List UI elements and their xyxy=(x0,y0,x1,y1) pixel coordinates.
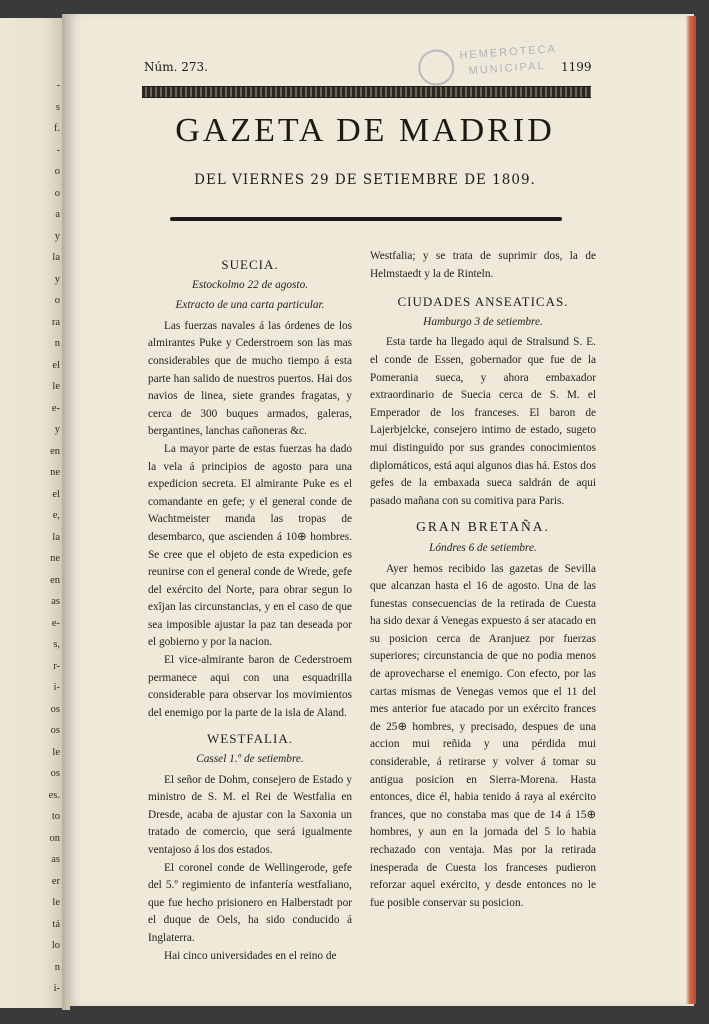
left-page-fragment: e, xyxy=(52,510,60,522)
left-page-fragment: n xyxy=(54,338,60,350)
section-heading-westfalia: WESTFALIA. xyxy=(207,731,293,747)
dateline-londres: Lóndres 6 de setiembre. xyxy=(429,541,537,554)
left-page-fragment: le xyxy=(52,381,60,393)
left-page-fragment: tá xyxy=(52,918,60,930)
left-page-fragment: la xyxy=(52,252,60,264)
left-page-fragment: to xyxy=(51,811,60,823)
left-page-fragment: en xyxy=(50,574,60,586)
left-page-fragment: o xyxy=(54,166,60,178)
left-page-fragment: o xyxy=(54,295,60,307)
paragraph: Hai cinco universidades en el reino de xyxy=(164,949,337,962)
left-page-fragment: f. xyxy=(53,123,60,135)
left-page-fragment: la xyxy=(52,531,60,543)
left-page-fragment: s, xyxy=(53,639,60,651)
left-page-fragment: le xyxy=(52,746,60,758)
continuation-paragraph: Westfalia; y se trata de suprimir dos, la de Helmstaedt y la de Rinteln. xyxy=(370,250,596,280)
ornamental-rule xyxy=(142,86,591,98)
left-page-fragment: ne xyxy=(50,467,60,479)
left-page-fragment: as xyxy=(51,854,60,866)
dateline-estockolmo: Estockolmo 22 de agosto. xyxy=(191,278,309,291)
left-page-fragment: es. xyxy=(48,789,60,801)
left-page-fragment: as xyxy=(51,596,60,608)
subheading-extracto: Extracto de una carta particular. xyxy=(175,299,325,312)
left-page-fragment: s xyxy=(55,101,60,113)
left-page-fragment: os xyxy=(50,725,60,737)
left-page-fragment: ra xyxy=(51,316,60,328)
header-divider xyxy=(170,217,562,221)
date-line: DEL VIERNES 29 DE SETIEMBRE DE 1809. xyxy=(194,172,536,188)
left-page-fragment: i- xyxy=(53,983,60,995)
section-heading-anseaticas: CIUDADES ANSEATICAS. xyxy=(397,294,569,310)
issue-number: Núm. 273. xyxy=(144,60,208,74)
paragraph: Las fuerzas navales á las órdenes de los almirantes Puke y Cederstroem son las mas considerables que de mucho tiempo á esta parte han salido de nuestros puertos. Hai dos navios de linea, siete grandes fragatas, y cerca de 300 buques armados, galeras, bergantines, lanchas cañoneras &c. xyxy=(148,319,352,438)
left-page-fragment: - xyxy=(56,80,60,91)
left-page-fragment: a xyxy=(55,209,60,221)
left-page-fragment: e- xyxy=(51,402,60,414)
page-number: 1199 xyxy=(561,60,592,74)
left-page-fragment: el xyxy=(52,488,60,500)
left-page-fragment: en xyxy=(50,445,60,457)
paragraph: La mayor parte de estas fuerzas ha dado la vela á principios de agosto para una expedicion secreta. El almirante Puke es el comandante en gefe; y el general conde de Wachtmeister manda las tropas de desembarco, que ascienden á 10⊕ hombres. Se cree que el objeto de esta expedicion es reunirse con el general conde de Wrede, gefe del exército del Norte, para obrar segun lo exîjan las circunstancias, y en el caso de que sea imposible ajustar la paz tan deseada por el gobierno y por la nacion. xyxy=(148,442,352,649)
page-edge-red xyxy=(686,16,696,1004)
left-page-fragment: - xyxy=(56,144,60,156)
paragraph: Ayer hemos recibido las gazetas de Sevilla que alcanzan hasta el 16 de agosto. Una de las funestas consecuencias de la retirada de Cuesta ha sido dexar á Venegas expuesto á ser atacado en su posicion cerca de Aranjuez por fuerzas superiores; circunstancia de que no podia menos de aprovecharse el enemigo. Con efecto, por las cartas mismas de Venegas vemos que el 11 del mes anterior fue atacado por un exército frances de 25⊕ hombres, y precisado, despues de una accion mui reñida y una pérdida mui considerable, á retirarse y volver á tomar su antigua posicion en Sierra-Morena. Hasta entonces, dice él, habia tenido á raya al exército frances, que no constaba mas que de 14 á 15⊕ hombres, y aun en la jornada del 5 lo habia rechazado con ventaja. Mas por la retirada inesperada de Cuesta los franceses pudieron reforzar aquel exército, y desde entonces no le fue posible conservar su posicion. xyxy=(370,562,596,909)
left-page-fragment: y xyxy=(54,424,60,436)
left-page-fragment: ne xyxy=(50,553,60,565)
section-heading-bretana: GRAN BRETAÑA. xyxy=(416,519,550,535)
left-column xyxy=(148,252,352,965)
left-page-fragment: n xyxy=(54,961,60,973)
paragraph: El vice-almirante baron de Cederstroem permanece aqui con una esquadrilla considerable para observar los movimientos del enemigo por la parte de la isla de Aland. xyxy=(148,654,352,719)
left-page-fragment: lo xyxy=(51,940,60,952)
left-page-fragment: i- xyxy=(53,682,60,694)
dateline-hamburgo: Hamburgo 3 de setiembre. xyxy=(423,315,543,328)
stamp-line-2: MUNICIPAL xyxy=(468,59,546,78)
left-page-fragment: er xyxy=(51,875,60,887)
masthead-title: GAZETA DE MADRID xyxy=(175,112,555,149)
left-page-fragment: on xyxy=(49,832,60,844)
left-page-fragment: os xyxy=(50,768,60,780)
left-page-remnant xyxy=(0,18,64,1008)
paragraph: El señor de Dohm, consejero de Estado y ministro de S. M. el Rei de Westfalia en Dresde, acaba de ajustar con la Saxonia un tratado de comercio, que será igualmente ventajoso á los dos estados. xyxy=(148,773,352,856)
left-page-fragment: el xyxy=(52,359,60,371)
stamp-line-1: HEMEROTECA xyxy=(459,43,558,62)
left-page-fragment: y xyxy=(54,273,60,285)
left-page-fragment: os xyxy=(50,703,60,715)
left-page-fragment: o xyxy=(54,187,60,199)
left-page-fragment: r- xyxy=(53,660,60,672)
left-page-fragment: y xyxy=(54,230,60,242)
left-page-fragment: e- xyxy=(51,617,60,629)
dateline-cassel: Cassel 1.º de setiembre. xyxy=(196,753,304,766)
paragraph: El coronel conde de Wellingerode, gefe del 5.º regimiento de infantería westfaliano, que fue hecho prisionero en Halberstadt por el duque de Oels, ha sido conducido á Inglaterra. xyxy=(148,861,352,944)
crown-seal-icon xyxy=(417,48,455,86)
left-page-fragment: le xyxy=(52,897,60,909)
paragraph: Esta tarde ha llegado aqui de Stralsund S. E. el conde de Essen, gobernador que fue de la Pomerania sueca, y ahora embaxador extraordinario de Suecia cerca de S. M. el Emperador de los franceses. El baron de Lajerbjelcke, consejero intimo de estado, sugeto mui distinguido por sus grandes conocimientos diplomáticos, está aqui algunos dias há. Estos dos gefes de la embaxada sueca saldrán de aqui pasado mañana con su comitiva para Paris. xyxy=(370,336,596,507)
right-column xyxy=(370,248,596,912)
section-heading-suecia: SUECIA. xyxy=(221,257,279,272)
